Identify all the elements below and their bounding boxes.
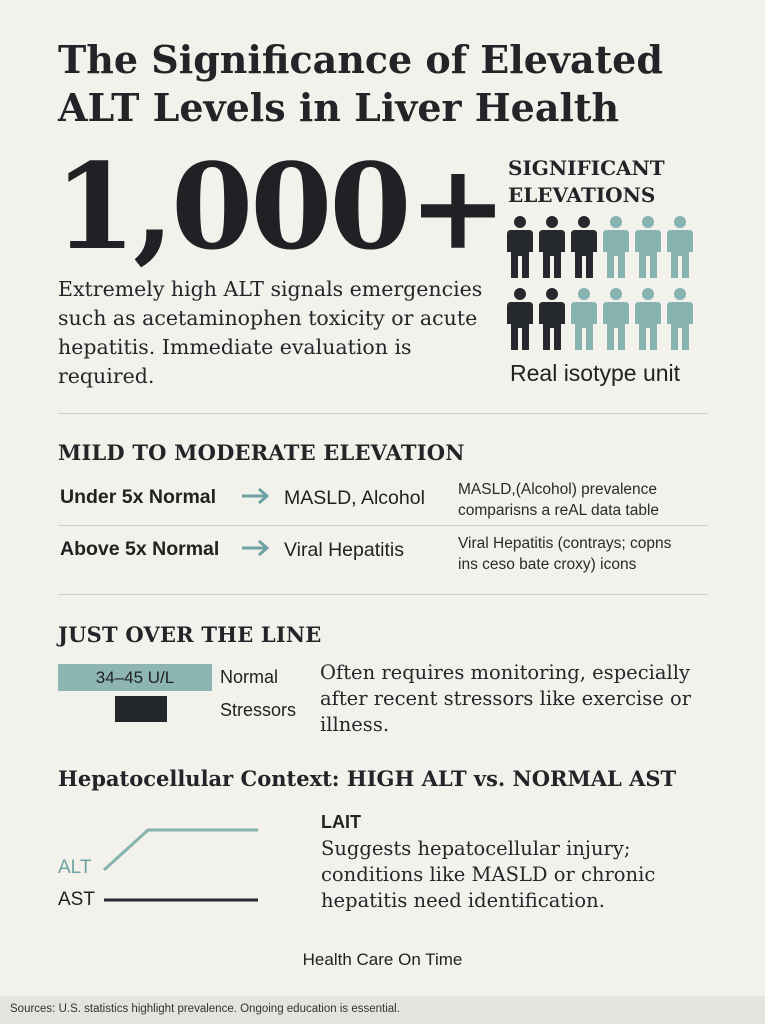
title-line-1: The Significance of Elevated	[58, 37, 663, 82]
row-label-under-5x: Under 5x Normal	[60, 486, 217, 508]
row-note-above-5x-line-2: ins ceso bate croxy) icons	[458, 556, 637, 573]
normal-label: Normal	[220, 667, 279, 687]
page-title	[58, 36, 738, 132]
divider	[58, 525, 708, 526]
isotype-grid	[506, 216, 706, 356]
hero-number: 1,000+	[54, 137, 505, 276]
mild-heading: MILD TO MODERATE ELEVATION	[58, 440, 465, 465]
person-icon	[666, 288, 694, 352]
brand-name: Health Care On Time	[302, 950, 463, 969]
hero-description: Extremely high ALT signals emergencies such as acetaminophen toxicity or acute hepatitis. Immediate evaluation is required.	[58, 277, 483, 388]
lait-title: LAIT	[321, 812, 361, 832]
alt-ast-chart	[102, 820, 262, 915]
alt-label: ALT	[58, 857, 92, 878]
person-icon	[634, 216, 662, 280]
person-icon	[570, 288, 598, 352]
footer-sources: Sources: U.S. statistics highlight prevalence. Ongoing education is essential.	[10, 1003, 400, 1015]
row-result-under-5x: MASLD, Alcohol	[284, 487, 425, 509]
person-icon	[602, 288, 630, 352]
person-icon	[570, 216, 598, 280]
row-note-under-5x-line-2: comparisns a reAL data table	[458, 502, 660, 519]
row-note-under-5x	[458, 479, 659, 521]
isotype-title-line-2: ELEVATIONS	[508, 183, 656, 207]
arrow-right-icon	[240, 482, 274, 515]
just-over-description: Often requires monitoring, especially after recent stressors like exercise or illness.	[320, 661, 692, 736]
stressors-swatch	[115, 696, 167, 722]
person-icon	[538, 216, 566, 280]
arrow-right-icon	[240, 534, 274, 567]
person-icon	[506, 216, 534, 280]
isotype-label: Real isotype unit	[510, 360, 681, 386]
person-icon	[634, 288, 662, 352]
person-icon	[538, 288, 566, 352]
alt-line	[104, 830, 258, 870]
range-badge: 34–45 U/L	[58, 664, 212, 691]
lait-description: Suggests hepatocellular injury; conditions like MASLD or chronic hepatitis need identification.	[321, 837, 656, 912]
row-label-above-5x: Above 5x Normal	[60, 538, 220, 560]
just-over-heading: JUST OVER THE LINE	[58, 622, 322, 647]
row-note-above-5x	[458, 533, 671, 575]
title-line-2: ALT Levels in Liver Health	[58, 85, 620, 130]
divider	[58, 413, 708, 414]
isotype-title	[508, 155, 708, 209]
person-icon	[666, 216, 694, 280]
person-icon	[506, 288, 534, 352]
context-heading: Hepatocellular Context: HIGH ALT vs. NORMAL AST	[58, 766, 677, 791]
stressors-label: Stressors	[220, 700, 297, 720]
ast-label: AST	[58, 889, 95, 910]
person-icon	[602, 216, 630, 280]
row-result-above-5x: Viral Hepatitis	[284, 539, 404, 561]
row-note-under-5x-line-1: MASLD,(Alcohol) prevalence	[458, 481, 658, 498]
isotype-title-line-1: SIGNIFICANT	[508, 156, 665, 180]
footer-bar	[0, 996, 765, 1024]
row-note-above-5x-line-1: Viral Hepatitis (contrays; copns	[458, 535, 672, 552]
divider	[58, 594, 708, 595]
